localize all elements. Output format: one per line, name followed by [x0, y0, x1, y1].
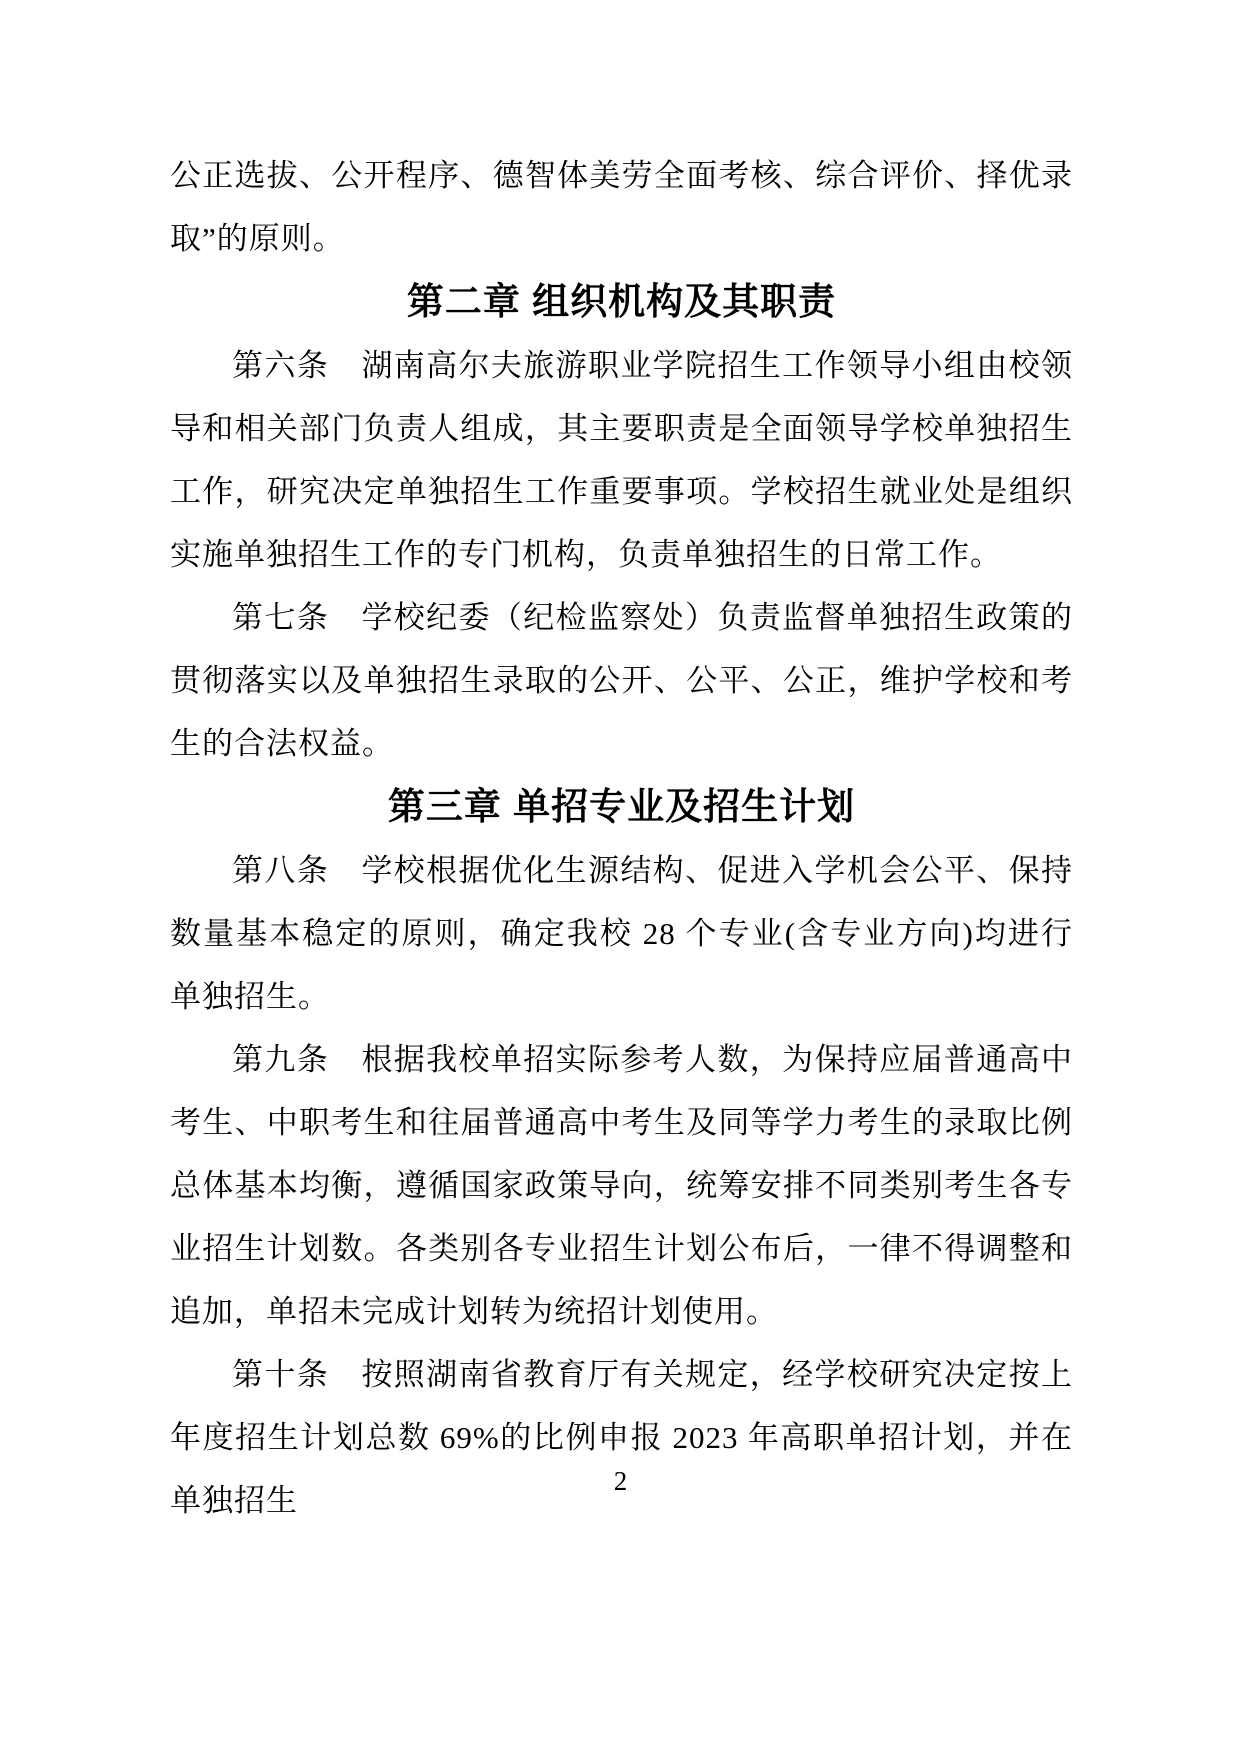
page-number: 2: [613, 1466, 628, 1496]
chapter-heading-3: 第三章 单招专业及招生计划: [387, 786, 856, 827]
paragraph-continuation: 公正选拔、公开程序、德智体美劳全面考核、综合评价、择优录取”的原则。: [170, 158, 1073, 256]
chapter-heading-2: 第二章 组织机构及其职责: [406, 281, 837, 322]
paragraph-article-9: 第九条 根据我校单招实际参考人数，为保持应届普通高中考生、中职考生和往届普通高中考生及同等学力考生的录取比例总体基本均衡，遵循国家政策导向，统筹安排不同类别考生各专业招生计划数。各类别各专业招生计划公布后，一律不得调整和追加，单招未完成计划转为统招计划使用。: [170, 1042, 1073, 1329]
paragraph-article-8: 第八条 学校根据优化生源结构、促进入学机会公平、保持数量基本稳定的原则，确定我校 28 个专业(含专业方向)均进行单独招生。: [170, 853, 1073, 1014]
paragraph-article-6: 第六条 湖南高尔夫旅游职业学院招生工作领导小组由校领导和相关部门负责人组成，其主要职责是全面领导学校单独招生工作，研究决定单独招生工作重要事项。学校招生就业处是组织实施单独招生工作的专门机构，负责单独招生的日常工作。: [170, 348, 1073, 572]
paragraph-article-7: 第七条 学校纪委（纪检监察处）负责监督单独招生政策的贯彻落实以及单独招生录取的公开、公平、公正，维护学校和考生的合法权益。: [170, 600, 1073, 761]
paragraph-article-10: 第十条 按照湖南省教育厅有关规定，经学校研究决定按上年度招生计划总数 69%的比例申报 2023 年高职单招计划，并在单独招生: [170, 1357, 1073, 1518]
